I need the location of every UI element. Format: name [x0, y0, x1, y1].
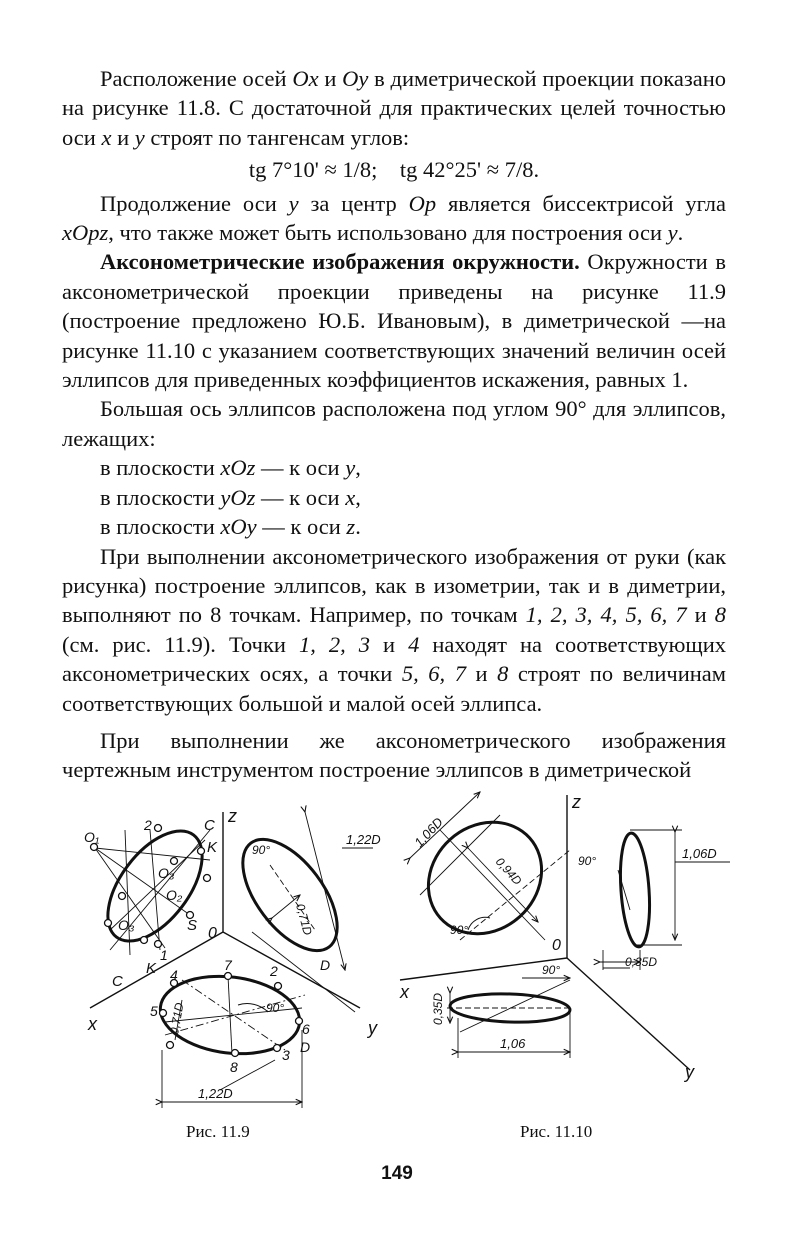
point-marker: [274, 1045, 281, 1052]
paragraph-bisector: [62, 189, 726, 248]
text-run: строят по величинам соответствующих большой и малой осей эллипса.: [62, 661, 727, 716]
dimension-line: [252, 932, 355, 1012]
dim-0-35d: 0,35D: [625, 955, 658, 969]
ellipse-yoz: [225, 823, 356, 967]
label-o3: O₃: [158, 865, 175, 881]
figure-11-9: [84, 806, 381, 1108]
caption-fig-11-9: Рис. 11.9: [186, 1122, 250, 1141]
dim-1-06: 1,06: [500, 1036, 526, 1051]
body-text: [62, 64, 726, 785]
text-run: Большая ось эллипсов расположена под углом 90° для эллипсов, лежащих:: [62, 396, 726, 451]
label-2b: 2: [270, 963, 278, 979]
label-k: K: [146, 960, 157, 977]
text-run: При выполнении же аксонометрического изображения чертежным инструментом построение эллипсов в диметрической: [62, 727, 726, 783]
dimension-line: [460, 850, 570, 940]
text-run: .: [355, 514, 361, 540]
dim-0-71d: 0,71D: [167, 1001, 187, 1036]
angle-arc: [238, 1004, 268, 1012]
text-run: и: [686, 602, 715, 628]
label-3: 3: [282, 1047, 290, 1063]
label-origin: 0: [208, 925, 217, 942]
math-y: y: [288, 190, 299, 216]
math-points: 5, 6, 7: [401, 661, 466, 687]
math-axis: z: [346, 514, 356, 540]
text-run: Продолжение оси: [100, 190, 289, 216]
angle-90: 90°: [578, 854, 597, 868]
label-z: z: [228, 806, 237, 826]
label-o1: O₁: [84, 829, 100, 845]
math-x: x: [101, 124, 112, 150]
list-item: [62, 483, 726, 512]
text-run: При выполнении аксонометрического изображения от руки (как рисунка) построение эллипсов, как в изометрии, так и в диметрии, выполняют по 8 точкам. Например, по точкам: [62, 543, 726, 628]
text-run: ,: [355, 455, 361, 481]
dimension-line: [460, 980, 570, 1032]
text-run: — к оси: [256, 514, 347, 540]
math-plane: xOy: [220, 514, 257, 540]
point-marker: [119, 893, 126, 900]
list-item: [62, 453, 726, 482]
text-run: в плоскости: [100, 484, 221, 510]
label-c: C: [112, 973, 123, 990]
math-op: Op: [408, 190, 437, 216]
dim-1-06d: 1,06D: [682, 846, 717, 861]
math-axis: x: [345, 484, 356, 510]
dim-0-94d: 0,94D: [492, 854, 525, 888]
list-item: [62, 512, 726, 541]
paragraph-major-axis: [62, 394, 726, 453]
math-y: y: [667, 220, 678, 246]
label-x: x: [400, 982, 409, 1002]
point-marker: [225, 973, 232, 980]
label-z: z: [572, 792, 581, 812]
dim-0-71d: 0,71D: [293, 902, 315, 937]
figure-11-10: [399, 792, 730, 1082]
math-ox: Ox: [292, 66, 319, 91]
text-run: за центр: [298, 190, 409, 216]
dim-1-22d: 1,22D: [346, 832, 381, 847]
label-y: y: [368, 1018, 377, 1038]
math-oy: Oy: [342, 66, 369, 91]
text-run: и: [318, 66, 343, 91]
caption-fig-11-10: Рис. 11.10: [520, 1122, 593, 1141]
dim-1-06d: 1,06D: [411, 814, 446, 851]
angle-90: 90°: [450, 923, 469, 937]
math-xopz: xOpz: [62, 220, 109, 246]
angle-90: 90°: [542, 963, 561, 977]
dim-d: D: [300, 1039, 311, 1055]
point-marker: [167, 1042, 174, 1049]
text-run: .: [677, 220, 684, 246]
axis-y: [223, 932, 360, 1008]
angle-arc: [468, 917, 490, 930]
point-marker: [171, 858, 178, 865]
label-s: S: [187, 917, 198, 934]
label-o2: O₂: [166, 887, 183, 903]
paragraph-axes: [62, 64, 726, 152]
text-run: Расположение осей: [100, 66, 293, 91]
math-y: y: [134, 124, 145, 150]
label-o3b: O₃: [118, 917, 135, 933]
label-c: C: [204, 817, 215, 834]
text-run: и: [370, 631, 409, 657]
text-run: в диметрической проекции показано на рисунке 11.8. С достаточной для практических целей точностью оси: [62, 66, 726, 150]
dim-d: D: [320, 957, 331, 973]
label-origin: 0: [552, 937, 561, 954]
page-number: 149: [381, 1163, 413, 1184]
text-run: находят на соответствующих аксонометрических осях, а точки: [62, 631, 727, 687]
point-marker: [275, 983, 282, 990]
label-x: x: [88, 1014, 97, 1034]
point-marker: [105, 920, 112, 927]
paragraph-freehand: [62, 542, 726, 718]
paragraph-instrument: [62, 726, 726, 785]
math-plane: xOz: [220, 455, 256, 481]
text-run: — к оси: [255, 455, 346, 481]
angle-90: 90°: [266, 1001, 285, 1015]
text-run: строят по тангенсам углов:: [144, 124, 410, 150]
label-8: 8: [230, 1059, 238, 1075]
angle-90: 90°: [252, 843, 271, 857]
point-marker: [160, 1010, 167, 1017]
text-run: в плоскости: [100, 514, 221, 540]
text-run: и: [465, 661, 498, 687]
paragraph-circles: [62, 247, 726, 394]
text-run: ,: [355, 484, 361, 510]
label-5: 5: [150, 1003, 158, 1019]
section-heading: Аксонометрические изображения окружности.: [100, 249, 580, 275]
dim-1-22d: 1,22D: [198, 1086, 233, 1101]
text-run: (см. рис. 11.9). Точки: [62, 631, 299, 657]
label-4: 4: [170, 967, 178, 983]
dim-0-35d: 0,35D: [431, 992, 445, 1025]
formula-tangents: tg 7°10' ≈ 1/8; tg 42°25' ≈ 7/8.: [248, 157, 540, 183]
label-1: 1: [160, 947, 168, 963]
math-points: 8: [714, 602, 727, 628]
point-marker: [155, 825, 162, 832]
label-y: y: [685, 1062, 694, 1082]
math-points: 1, 2, 3: [298, 631, 370, 657]
ellipse-yoz: [617, 832, 653, 948]
text-run: — к оси: [255, 484, 346, 510]
point-marker: [204, 875, 211, 882]
math-points: 4: [408, 631, 420, 657]
dimension-line: [305, 812, 345, 970]
point-marker: [141, 937, 148, 944]
label-7: 7: [224, 957, 232, 973]
text-run: , что также может быть использовано для построения оси: [108, 220, 668, 246]
math-plane: yOz: [220, 484, 256, 510]
text-run: в плоскости: [100, 455, 221, 481]
math-axis: y: [345, 455, 356, 481]
math-points: 8: [497, 661, 509, 687]
text-run: является биссектрисой угла: [436, 190, 726, 216]
label-6: 6: [302, 1021, 310, 1037]
axis-y: [567, 958, 690, 1070]
point-marker: [232, 1050, 239, 1057]
text-run: и: [111, 124, 135, 150]
label-k: K: [207, 839, 218, 856]
math-points: 1, 2, 3, 4, 5, 6, 7: [525, 602, 687, 628]
point-marker: [198, 848, 205, 855]
label-2: 2: [144, 817, 152, 833]
figures-drawing: [70, 790, 750, 1140]
text-run: Окружности в аксонометрической проекции приведены на рисунке 11.9 (построение предложено Ю.Б. Ивановым), в диметрической —на рисунке 11.10 с указанием соответствующих значений величин осей эллипсов для приведенных коэффициентов искажения, равных 1.: [62, 249, 726, 393]
